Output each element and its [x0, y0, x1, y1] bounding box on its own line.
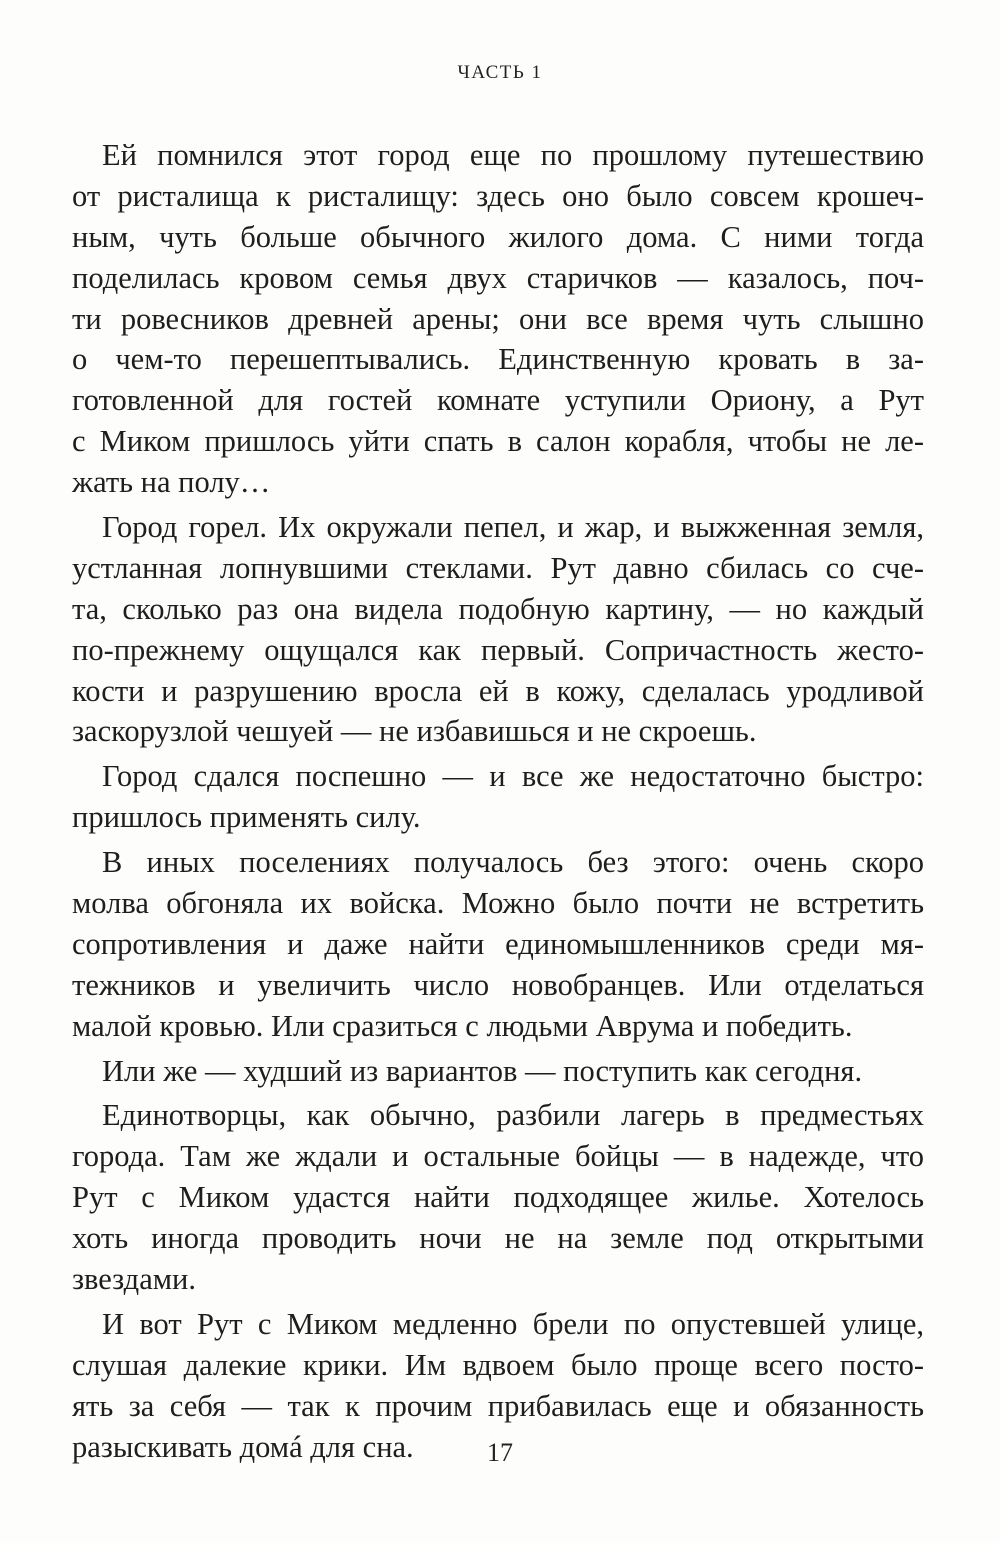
text-line: та, сколько раз она видела подобную картину, — но каждый — [72, 591, 924, 626]
text-line: молва обгоняла их войска. Можно было почти не встретить — [72, 886, 924, 921]
paragraph — [72, 842, 924, 1046]
paragraph — [72, 1095, 924, 1299]
text-line: ным, чуть больше обычного жилого дома. С ними тогда — [72, 219, 924, 254]
text-line: В иных поселениях получалось без этого: очень скоро — [102, 845, 924, 880]
text-line: тежников и увеличить число новобранцев. Или отделаться — [72, 967, 924, 1002]
paragraph — [72, 1051, 924, 1092]
text-line: Рут с Миком удастся найти подходящее жилье. Хотелось — [72, 1180, 924, 1215]
text-line: поделилась кровом семья двух старичков — казалось, поч- — [72, 260, 924, 295]
text-line: ти ровесников древней арены; они все время чуть слышно — [72, 301, 924, 336]
text-line: с Миком пришлось уйти спать в салон корабля, чтобы не ле- — [72, 424, 924, 459]
text-line: сопротивления и даже найти единомышленников среди мя- — [72, 926, 924, 961]
text-line: Город сдался поспешно — и все же недостаточно быстро: — [102, 759, 924, 794]
text-line: кости и разрушению вросла ей в кожу, сделалась уродливой — [72, 673, 924, 708]
text-line: пришлось применять силу. — [72, 800, 421, 835]
page-number: 17 — [487, 1438, 513, 1467]
text-line: жать на полу… — [72, 465, 271, 500]
text-line: Или же — худший из вариантов — поступить как сегодня. — [102, 1053, 863, 1088]
text-line: Единотворцы, как обычно, разбили лагерь в предместьях — [102, 1098, 924, 1133]
text-line: разыскивать домá для сна. — [72, 1429, 414, 1464]
running-head: ЧАСТЬ 1 — [457, 62, 543, 83]
text-line: от ристалища к ристалищу: здесь оно было совсем крошеч- — [72, 178, 924, 213]
paragraph — [72, 756, 924, 838]
paragraph — [72, 135, 924, 503]
text-line: Город горел. Их окружали пепел, и жар, и выжженная земля, — [102, 510, 924, 545]
text-line: готовленной для гостей комнате уступили Ориону, а Рут — [72, 383, 924, 418]
text-line: слушая далекие крики. Им вдвоем было проще всего посто- — [72, 1347, 924, 1382]
text-line: Ей помнился этот город еще по прошлому путешествию — [102, 138, 924, 172]
text-line: по-прежнему ощущался как первый. Сопричастность жесто- — [72, 632, 924, 667]
text-line: ять за себя — так к прочим прибавилась еще и обязанность — [72, 1388, 924, 1423]
text-line: звездами. — [72, 1262, 196, 1297]
text-line: заскорузлой чешуей — не избавишься и не скроешь. — [72, 714, 757, 749]
text-line: И вот Рут с Миком медленно брели по опустевшей улице, — [102, 1306, 924, 1341]
text-line: малой кровью. Или сразиться с людьми Аврума и победить. — [72, 1008, 853, 1043]
text-line: города. Там же ждали и остальные бойцы — в надежде, что — [72, 1139, 924, 1174]
paragraph — [72, 507, 924, 752]
text-line: хоть иногда проводить ночи не на земле под открытыми — [72, 1221, 924, 1256]
text-line: устланная лопнувшими стеклами. Рут давно сбилась со сче- — [72, 550, 924, 585]
body-text — [72, 135, 924, 1468]
text-line: о чем-то перешептывались. Единственную кровать в за- — [72, 342, 924, 377]
